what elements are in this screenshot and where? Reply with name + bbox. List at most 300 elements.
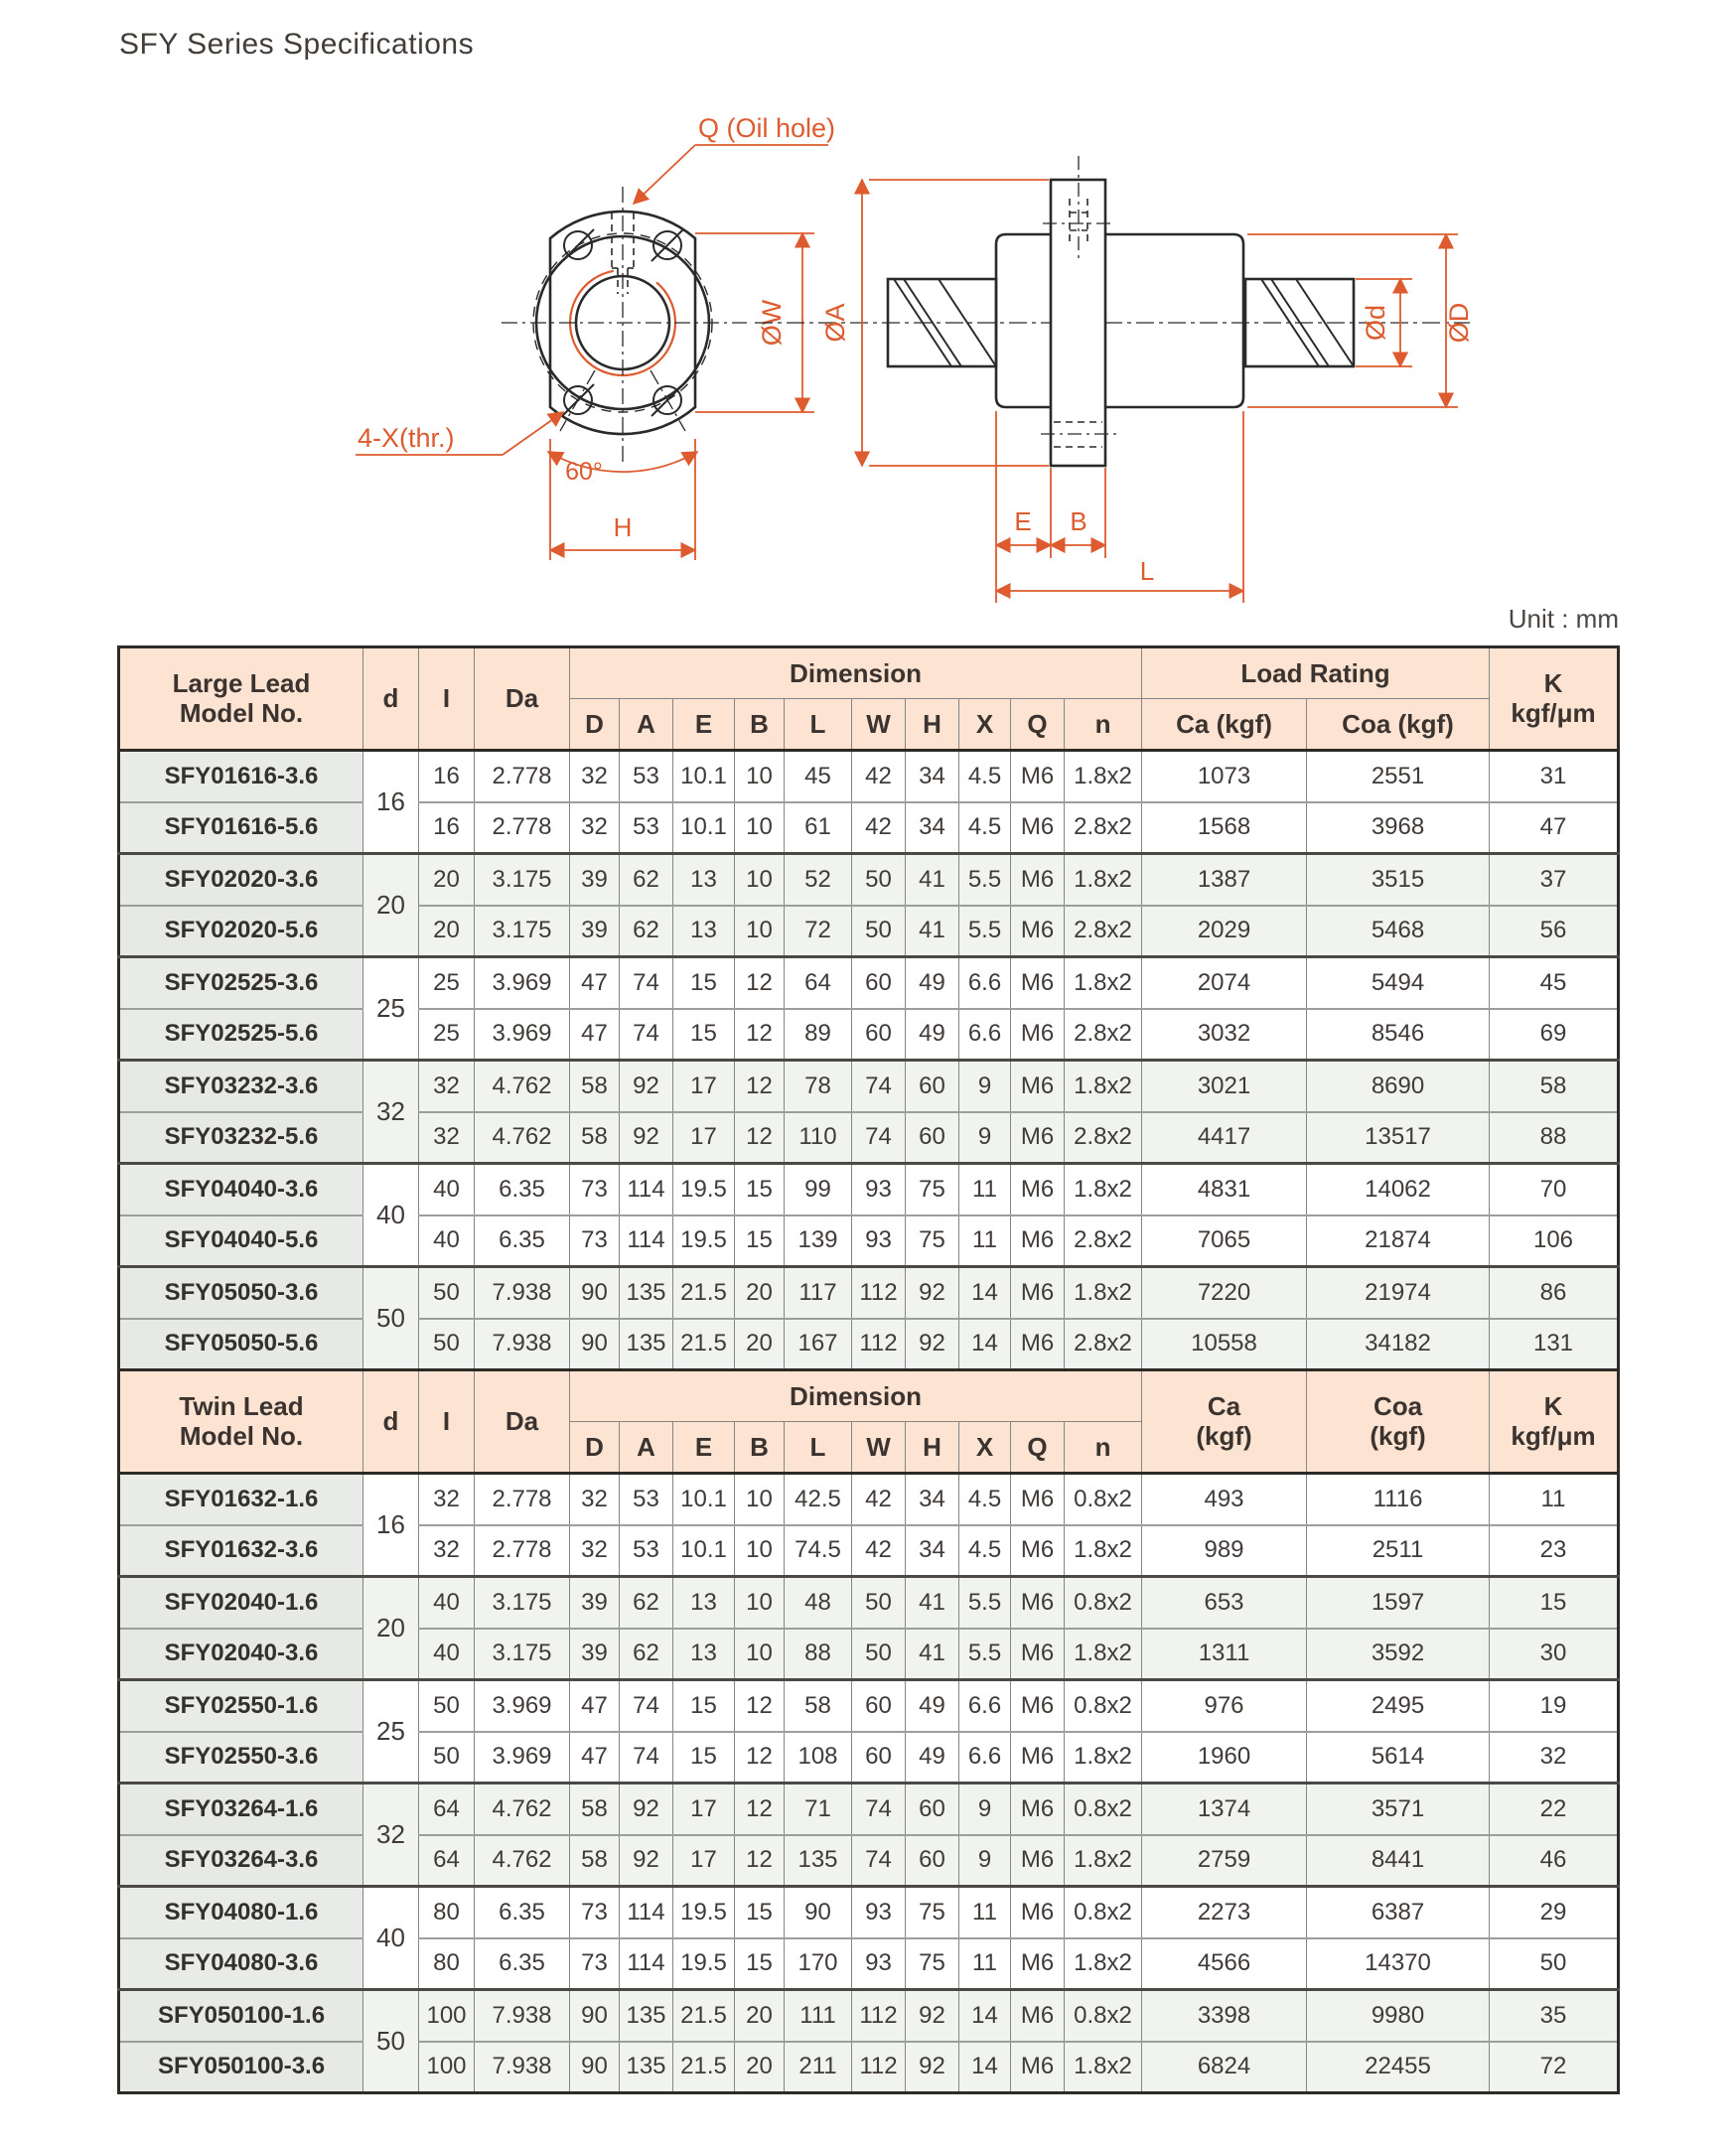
dim-cell: 135 bbox=[785, 1835, 852, 1887]
d-cell: 50 bbox=[363, 1990, 419, 2093]
da-cell: 3.175 bbox=[475, 1577, 570, 1629]
table-row bbox=[119, 1577, 1619, 1629]
i-cell: 64 bbox=[419, 1784, 475, 1835]
dim-cell: 1.8x2 bbox=[1065, 2042, 1142, 2093]
i-cell: 40 bbox=[419, 1577, 475, 1629]
table-title-line1: Large Lead bbox=[172, 667, 311, 698]
ca-cell: 1374 bbox=[1142, 1784, 1307, 1835]
dim-cell: 21.5 bbox=[673, 1990, 735, 2042]
dim-cell: 19.5 bbox=[673, 1887, 735, 1938]
i-cell: 32 bbox=[419, 1525, 475, 1577]
dim-cell: 12 bbox=[735, 1009, 785, 1061]
dim-cell: M6 bbox=[1011, 1267, 1065, 1319]
dim-cell: 9 bbox=[959, 1835, 1011, 1887]
dim-cell: 114 bbox=[620, 1887, 673, 1938]
i-cell: 40 bbox=[419, 1215, 475, 1267]
k-cell: 11 bbox=[1490, 1474, 1619, 1525]
k-cell: 22 bbox=[1490, 1784, 1619, 1835]
dim-cell: 1.8x2 bbox=[1065, 1629, 1142, 1680]
ca-cell: 2074 bbox=[1142, 957, 1307, 1009]
coa-cell: 3592 bbox=[1307, 1629, 1490, 1680]
model-cell: SFY05050-3.6 bbox=[119, 1267, 363, 1319]
coa-cell: 2511 bbox=[1307, 1525, 1490, 1577]
dim-cell: 52 bbox=[785, 854, 852, 906]
dim-cell: 62 bbox=[620, 906, 673, 957]
model-cell: SFY03232-3.6 bbox=[119, 1061, 363, 1112]
coa-header-line1: Coa bbox=[1373, 1390, 1423, 1421]
dim-cell: 111 bbox=[785, 1990, 852, 2042]
dim-cell: 14 bbox=[959, 1319, 1011, 1370]
dim-cell: M6 bbox=[1011, 1629, 1065, 1680]
dim-cell: 2.8x2 bbox=[1065, 802, 1142, 854]
table-body-1 bbox=[119, 1474, 1619, 2093]
k-header-line2: kgf/μm bbox=[1511, 1420, 1596, 1451]
dim-cell: 167 bbox=[785, 1319, 852, 1370]
dim-cell: 34 bbox=[906, 751, 959, 802]
dim-cell: M6 bbox=[1011, 1784, 1065, 1835]
twin-lead-table bbox=[117, 1368, 1620, 2094]
dim-cell: 89 bbox=[785, 1009, 852, 1061]
da-cell: 3.175 bbox=[475, 906, 570, 957]
dim-cell: 19.5 bbox=[673, 1215, 735, 1267]
dim-cell: M6 bbox=[1011, 906, 1065, 957]
dim-cell: 12 bbox=[735, 957, 785, 1009]
model-cell: SFY03232-5.6 bbox=[119, 1112, 363, 1164]
dim-cell: 39 bbox=[570, 1629, 620, 1680]
dim-h-label: H bbox=[613, 512, 633, 542]
da-cell: 4.762 bbox=[475, 1061, 570, 1112]
dim-cell: 61 bbox=[785, 802, 852, 854]
dim-cell: 14 bbox=[959, 1267, 1011, 1319]
d-cell: 32 bbox=[363, 1061, 419, 1164]
dim-cell: 1.8x2 bbox=[1065, 1835, 1142, 1887]
dim-cell: 108 bbox=[785, 1732, 852, 1784]
ca-cell: 1387 bbox=[1142, 854, 1307, 906]
i-cell: 50 bbox=[419, 1732, 475, 1784]
coa-cell: 3968 bbox=[1307, 802, 1490, 854]
dim-cell: 32 bbox=[570, 802, 620, 854]
table-row bbox=[119, 1009, 1619, 1061]
dim-cell: 1.8x2 bbox=[1065, 1267, 1142, 1319]
model-cell: SFY01616-5.6 bbox=[119, 802, 363, 854]
i-cell: 32 bbox=[419, 1061, 475, 1112]
dim-cell: 5.5 bbox=[959, 906, 1011, 957]
da-cell: 6.35 bbox=[475, 1938, 570, 1990]
dim-cell: 17 bbox=[673, 1784, 735, 1835]
table-row bbox=[119, 1835, 1619, 1887]
k-cell: 31 bbox=[1490, 751, 1619, 802]
table-row bbox=[119, 802, 1619, 854]
dim-cell: 1.8x2 bbox=[1065, 1164, 1142, 1215]
da-cell: 2.778 bbox=[475, 802, 570, 854]
col-header-B: B bbox=[735, 699, 785, 751]
dim-cell: 0.8x2 bbox=[1065, 1474, 1142, 1525]
dim-cell: 34 bbox=[906, 1474, 959, 1525]
dim-cell: M6 bbox=[1011, 2042, 1065, 2093]
dim-ow-label: ØW bbox=[757, 299, 787, 347]
col-header-ca: Ca (kgf) bbox=[1142, 699, 1307, 751]
dim-cell: 90 bbox=[785, 1887, 852, 1938]
col-header-W: W bbox=[852, 1422, 906, 1474]
col-header-load-rating: Load Rating bbox=[1142, 647, 1490, 699]
dim-cell: 15 bbox=[673, 1680, 735, 1732]
coa-header-line2: (kgf) bbox=[1370, 1420, 1426, 1451]
dim-cell: 50 bbox=[852, 906, 906, 957]
k-cell: 47 bbox=[1490, 802, 1619, 854]
coa-cell: 8546 bbox=[1307, 1009, 1490, 1061]
col-header-A: A bbox=[620, 699, 673, 751]
dim-cell: 14 bbox=[959, 1990, 1011, 2042]
col-header-d: d bbox=[363, 1370, 419, 1474]
front-dimensions bbox=[356, 145, 828, 560]
i-cell: 40 bbox=[419, 1629, 475, 1680]
k-header-line1: K bbox=[1543, 667, 1563, 698]
da-cell: 2.778 bbox=[475, 1474, 570, 1525]
dim-cell: 10 bbox=[735, 1474, 785, 1525]
dim-cell: 42 bbox=[852, 1525, 906, 1577]
dim-cell: 139 bbox=[785, 1215, 852, 1267]
da-cell: 3.969 bbox=[475, 1732, 570, 1784]
dim-cell: 20 bbox=[735, 1267, 785, 1319]
dim-cell: 10 bbox=[735, 906, 785, 957]
dim-cell: 4.5 bbox=[959, 802, 1011, 854]
dim-cell: 12 bbox=[735, 1732, 785, 1784]
table-title-line1: Twin Lead bbox=[179, 1390, 304, 1421]
ca-cell: 1311 bbox=[1142, 1629, 1307, 1680]
table-row bbox=[119, 1112, 1619, 1164]
col-header-da: Da bbox=[475, 1370, 570, 1474]
dim-od-large-label: ØD bbox=[1444, 302, 1474, 344]
dim-cell: 10.1 bbox=[673, 1525, 735, 1577]
d-cell: 16 bbox=[363, 1474, 419, 1577]
dim-cell: 39 bbox=[570, 906, 620, 957]
ca-cell: 989 bbox=[1142, 1525, 1307, 1577]
table-row bbox=[119, 1061, 1619, 1112]
dim-cell: 114 bbox=[620, 1164, 673, 1215]
dim-cell: 58 bbox=[570, 1112, 620, 1164]
dim-cell: 74.5 bbox=[785, 1525, 852, 1577]
da-cell: 6.35 bbox=[475, 1164, 570, 1215]
dim-cell: 90 bbox=[570, 1267, 620, 1319]
dim-cell: 13 bbox=[673, 906, 735, 957]
col-header-coa bbox=[1307, 1370, 1490, 1474]
dim-cell: 4.5 bbox=[959, 1525, 1011, 1577]
dim-cell: 19.5 bbox=[673, 1164, 735, 1215]
dim-cell: M6 bbox=[1011, 1112, 1065, 1164]
dim-cell: 1.8x2 bbox=[1065, 1525, 1142, 1577]
dim-cell: 62 bbox=[620, 854, 673, 906]
dim-cell: 1.8x2 bbox=[1065, 1938, 1142, 1990]
da-cell: 7.938 bbox=[475, 1990, 570, 2042]
dim-cell: 74 bbox=[852, 1784, 906, 1835]
dim-cell: 135 bbox=[620, 1319, 673, 1370]
k-cell: 23 bbox=[1490, 1525, 1619, 1577]
table-row bbox=[119, 1319, 1619, 1370]
col-header-D: D bbox=[570, 1422, 620, 1474]
coa-cell: 6387 bbox=[1307, 1887, 1490, 1938]
model-cell: SFY02525-5.6 bbox=[119, 1009, 363, 1061]
unit-note: Unit : mm bbox=[1508, 604, 1619, 634]
dim-cell: 42 bbox=[852, 802, 906, 854]
dim-cell: 10.1 bbox=[673, 802, 735, 854]
dim-cell: 42.5 bbox=[785, 1474, 852, 1525]
model-cell: SFY01632-3.6 bbox=[119, 1525, 363, 1577]
da-cell: 6.35 bbox=[475, 1887, 570, 1938]
dim-cell: 4.5 bbox=[959, 751, 1011, 802]
d-cell: 20 bbox=[363, 854, 419, 957]
coa-cell: 5614 bbox=[1307, 1732, 1490, 1784]
table-row bbox=[119, 751, 1619, 802]
dim-cell: 93 bbox=[852, 1164, 906, 1215]
dim-cell: 10.1 bbox=[673, 751, 735, 802]
ca-cell: 1960 bbox=[1142, 1732, 1307, 1784]
col-header-L: L bbox=[785, 1422, 852, 1474]
d-cell: 16 bbox=[363, 751, 419, 854]
dim-cell: 15 bbox=[735, 1887, 785, 1938]
da-cell: 7.938 bbox=[475, 1267, 570, 1319]
da-cell: 3.969 bbox=[475, 957, 570, 1009]
dim-cell: 11 bbox=[959, 1215, 1011, 1267]
da-cell: 7.938 bbox=[475, 2042, 570, 2093]
k-cell: 72 bbox=[1490, 2042, 1619, 2093]
ca-cell: 1073 bbox=[1142, 751, 1307, 802]
col-header-n: n bbox=[1065, 1422, 1142, 1474]
dim-cell: 15 bbox=[673, 1732, 735, 1784]
dim-cell: 15 bbox=[673, 957, 735, 1009]
table-row bbox=[119, 957, 1619, 1009]
dim-cell: 92 bbox=[620, 1784, 673, 1835]
dim-cell: 58 bbox=[785, 1680, 852, 1732]
dim-cell: 60 bbox=[906, 1061, 959, 1112]
dim-cell: 75 bbox=[906, 1215, 959, 1267]
dim-cell: 34 bbox=[906, 1525, 959, 1577]
dim-cell: 17 bbox=[673, 1061, 735, 1112]
da-cell: 3.969 bbox=[475, 1009, 570, 1061]
front-labels bbox=[358, 113, 835, 542]
k-cell: 106 bbox=[1490, 1215, 1619, 1267]
coa-cell: 9980 bbox=[1307, 1990, 1490, 2042]
col-header-dimension: Dimension bbox=[570, 647, 1142, 699]
col-header-n: n bbox=[1065, 699, 1142, 751]
col-header-k bbox=[1490, 647, 1619, 751]
thread-holes-label: 4-X(thr.) bbox=[358, 423, 455, 453]
dim-cell: 9 bbox=[959, 1061, 1011, 1112]
da-cell: 6.35 bbox=[475, 1215, 570, 1267]
dim-cell: 1.8x2 bbox=[1065, 1061, 1142, 1112]
dim-cell: 21.5 bbox=[673, 1267, 735, 1319]
col-header-d: d bbox=[363, 647, 419, 751]
dim-cell: 50 bbox=[852, 854, 906, 906]
dim-cell: 58 bbox=[570, 1061, 620, 1112]
dim-cell: 11 bbox=[959, 1938, 1011, 1990]
dim-cell: 12 bbox=[735, 1112, 785, 1164]
model-cell: SFY050100-1.6 bbox=[119, 1990, 363, 2042]
k-cell: 50 bbox=[1490, 1938, 1619, 1990]
i-cell: 64 bbox=[419, 1835, 475, 1887]
dim-cell: 49 bbox=[906, 1009, 959, 1061]
dim-cell: M6 bbox=[1011, 751, 1065, 802]
coa-cell: 8441 bbox=[1307, 1835, 1490, 1887]
k-cell: 37 bbox=[1490, 854, 1619, 906]
k-cell: 56 bbox=[1490, 906, 1619, 957]
dim-cell: 73 bbox=[570, 1938, 620, 1990]
k-header-line2: kgf/μm bbox=[1511, 697, 1596, 728]
dim-cell: 50 bbox=[852, 1577, 906, 1629]
table-title-line2: Model No. bbox=[179, 697, 304, 728]
table-row bbox=[119, 854, 1619, 906]
ca-cell: 4831 bbox=[1142, 1164, 1307, 1215]
dim-cell: 92 bbox=[906, 2042, 959, 2093]
col-header-H: H bbox=[906, 699, 959, 751]
col-header-coa: Coa (kgf) bbox=[1307, 699, 1490, 751]
k-cell: 131 bbox=[1490, 1319, 1619, 1370]
i-cell: 50 bbox=[419, 1680, 475, 1732]
dim-cell: 11 bbox=[959, 1887, 1011, 1938]
dim-cell: 58 bbox=[570, 1784, 620, 1835]
dim-cell: 53 bbox=[620, 802, 673, 854]
dim-cell: 53 bbox=[620, 1525, 673, 1577]
side-labels bbox=[820, 303, 1474, 586]
dim-cell: M6 bbox=[1011, 1990, 1065, 2042]
ca-cell: 7065 bbox=[1142, 1215, 1307, 1267]
dim-cell: 6.6 bbox=[959, 1680, 1011, 1732]
ca-cell: 7220 bbox=[1142, 1267, 1307, 1319]
coa-cell: 5468 bbox=[1307, 906, 1490, 957]
dim-cell: 112 bbox=[852, 2042, 906, 2093]
da-cell: 4.762 bbox=[475, 1784, 570, 1835]
k-cell: 45 bbox=[1490, 957, 1619, 1009]
model-cell: SFY03264-1.6 bbox=[119, 1784, 363, 1835]
dim-cell: 92 bbox=[620, 1835, 673, 1887]
dim-cell: 92 bbox=[906, 1319, 959, 1370]
dim-cell: M6 bbox=[1011, 957, 1065, 1009]
dim-cell: 117 bbox=[785, 1267, 852, 1319]
dim-cell: 74 bbox=[852, 1112, 906, 1164]
col-header-B: B bbox=[735, 1422, 785, 1474]
model-cell: SFY050100-3.6 bbox=[119, 2042, 363, 2093]
dim-cell: 10 bbox=[735, 1525, 785, 1577]
k-cell: 58 bbox=[1490, 1061, 1619, 1112]
dim-cell: 0.8x2 bbox=[1065, 1990, 1142, 2042]
dim-cell: 12 bbox=[735, 1784, 785, 1835]
model-cell: SFY02525-3.6 bbox=[119, 957, 363, 1009]
ca-cell: 4566 bbox=[1142, 1938, 1307, 1990]
dim-cell: 15 bbox=[735, 1215, 785, 1267]
ca-cell: 2759 bbox=[1142, 1835, 1307, 1887]
dim-cell: 1.8x2 bbox=[1065, 1732, 1142, 1784]
dim-l-label: L bbox=[1139, 556, 1155, 586]
dim-cell: 88 bbox=[785, 1629, 852, 1680]
dim-cell: 112 bbox=[852, 1319, 906, 1370]
page-title: SFY Series Specifications bbox=[119, 28, 475, 61]
dim-cell: 60 bbox=[852, 1009, 906, 1061]
i-cell: 40 bbox=[419, 1164, 475, 1215]
table-body-0 bbox=[119, 751, 1619, 1370]
dim-cell: 17 bbox=[673, 1112, 735, 1164]
dim-cell: 60 bbox=[852, 957, 906, 1009]
dim-cell: 45 bbox=[785, 751, 852, 802]
dim-cell: M6 bbox=[1011, 1215, 1065, 1267]
col-header-X: X bbox=[959, 699, 1011, 751]
dim-cell: 75 bbox=[906, 1887, 959, 1938]
table-title bbox=[119, 647, 363, 751]
col-header-W: W bbox=[852, 699, 906, 751]
dim-cell: 49 bbox=[906, 1680, 959, 1732]
dim-cell: 90 bbox=[570, 2042, 620, 2093]
col-header-da: Da bbox=[475, 647, 570, 751]
dim-cell: M6 bbox=[1011, 1887, 1065, 1938]
model-cell: SFY02550-1.6 bbox=[119, 1680, 363, 1732]
dim-cell: 14 bbox=[959, 2042, 1011, 2093]
dim-cell: 114 bbox=[620, 1215, 673, 1267]
dim-cell: 11 bbox=[959, 1164, 1011, 1215]
ca-cell: 1568 bbox=[1142, 802, 1307, 854]
k-cell: 88 bbox=[1490, 1112, 1619, 1164]
dim-cell: 10 bbox=[735, 751, 785, 802]
dim-cell: 2.8x2 bbox=[1065, 1215, 1142, 1267]
dim-cell: 92 bbox=[906, 1990, 959, 2042]
coa-cell: 14062 bbox=[1307, 1164, 1490, 1215]
i-cell: 20 bbox=[419, 854, 475, 906]
k-cell: 15 bbox=[1490, 1577, 1619, 1629]
dim-cell: 2.8x2 bbox=[1065, 1319, 1142, 1370]
dim-cell: 90 bbox=[570, 1990, 620, 2042]
side-dimensions bbox=[862, 180, 1458, 603]
dim-cell: 170 bbox=[785, 1938, 852, 1990]
d-cell: 40 bbox=[363, 1887, 419, 1990]
dim-cell: 0.8x2 bbox=[1065, 1784, 1142, 1835]
dim-cell: 53 bbox=[620, 1474, 673, 1525]
dim-cell: 9 bbox=[959, 1112, 1011, 1164]
col-header-Q: Q bbox=[1011, 1422, 1065, 1474]
dim-cell: 74 bbox=[620, 1732, 673, 1784]
coa-cell: 2551 bbox=[1307, 751, 1490, 802]
dim-cell: 42 bbox=[852, 1474, 906, 1525]
dim-cell: M6 bbox=[1011, 1319, 1065, 1370]
ca-cell: 3021 bbox=[1142, 1061, 1307, 1112]
dim-cell: 10.1 bbox=[673, 1474, 735, 1525]
dim-cell: 47 bbox=[570, 957, 620, 1009]
dim-cell: 75 bbox=[906, 1938, 959, 1990]
ca-cell: 6824 bbox=[1142, 2042, 1307, 2093]
dim-cell: 93 bbox=[852, 1887, 906, 1938]
dim-cell: 73 bbox=[570, 1887, 620, 1938]
dim-cell: 135 bbox=[620, 1267, 673, 1319]
model-cell: SFY02040-1.6 bbox=[119, 1577, 363, 1629]
col-header-A: A bbox=[620, 1422, 673, 1474]
table-row bbox=[119, 906, 1619, 957]
da-cell: 3.175 bbox=[475, 1629, 570, 1680]
dim-cell: 92 bbox=[620, 1061, 673, 1112]
dim-cell: 47 bbox=[570, 1680, 620, 1732]
dim-cell: 92 bbox=[906, 1267, 959, 1319]
i-cell: 16 bbox=[419, 802, 475, 854]
dim-cell: 135 bbox=[620, 2042, 673, 2093]
dim-cell: M6 bbox=[1011, 802, 1065, 854]
dim-cell: 41 bbox=[906, 1629, 959, 1680]
i-cell: 32 bbox=[419, 1112, 475, 1164]
nut-body bbox=[996, 234, 1243, 407]
col-header-E: E bbox=[673, 699, 735, 751]
d-cell: 50 bbox=[363, 1267, 419, 1370]
table-row bbox=[119, 1938, 1619, 1990]
dim-cell: 72 bbox=[785, 906, 852, 957]
table-row bbox=[119, 1164, 1619, 1215]
col-header-H: H bbox=[906, 1422, 959, 1474]
dim-e-label: E bbox=[1014, 506, 1032, 536]
dim-cell: 5.5 bbox=[959, 1577, 1011, 1629]
model-cell: SFY04040-3.6 bbox=[119, 1164, 363, 1215]
